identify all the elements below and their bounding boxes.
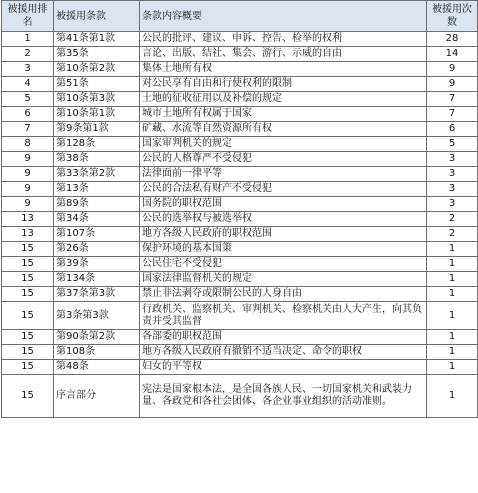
cell-article: 第89条 [54, 197, 140, 212]
cell-count: 5 [427, 137, 478, 152]
cell-article: 第48条 [54, 360, 140, 375]
table-row [2, 47, 478, 62]
cell-summary: 国家审判机关的规定 [140, 137, 427, 152]
cell-article: 第37条第3款 [54, 287, 140, 302]
header-rank: 被援用排名 [2, 1, 54, 32]
table-row [2, 330, 478, 345]
cell-article: 第10条第2款 [54, 62, 140, 77]
cell-summary: 对公民享有自由和行使权利的限制 [140, 77, 427, 92]
cell-count: 7 [427, 92, 478, 107]
cell-count: 1 [427, 345, 478, 360]
cell-rank: 9 [2, 182, 54, 197]
table-row [2, 360, 478, 375]
table-row [2, 212, 478, 227]
cell-rank: 8 [2, 137, 54, 152]
cell-count: 9 [427, 77, 478, 92]
cell-rank: 15 [2, 360, 54, 375]
cell-rank: 15 [2, 257, 54, 272]
table-row [2, 62, 478, 77]
table-row [2, 182, 478, 197]
header-article: 被援用条款 [54, 1, 140, 32]
cell-rank: 15 [2, 330, 54, 345]
table-row [2, 257, 478, 272]
cell-summary: 集体土地所有权 [140, 62, 427, 77]
cell-count: 9 [427, 62, 478, 77]
cell-summary: 禁止非法剥夺或限制公民的人身自由 [140, 287, 427, 302]
table-row [2, 122, 478, 137]
header-summary: 条款内容概要 [140, 1, 427, 32]
table-row [2, 375, 478, 418]
cell-article: 第35条 [54, 47, 140, 62]
cell-summary: 地方各级人民政府的职权范围 [140, 227, 427, 242]
cell-article: 第3条第3款 [54, 302, 140, 330]
table-row [2, 32, 478, 47]
cell-summary: 各部委的职权范围 [140, 330, 427, 345]
cell-rank: 15 [2, 345, 54, 360]
table-row [2, 227, 478, 242]
cell-count: 6 [427, 122, 478, 137]
cell-summary: 公民的合法私有财产不受侵犯 [140, 182, 427, 197]
cell-summary: 城市土地所有权属于国家 [140, 107, 427, 122]
cell-article: 第13条 [54, 182, 140, 197]
table-row [2, 197, 478, 212]
cell-article: 第10条第3款 [54, 92, 140, 107]
cell-article: 第41条第1款 [54, 32, 140, 47]
cell-summary: 国家法律监督机关的规定 [140, 272, 427, 287]
cell-count: 3 [427, 182, 478, 197]
cell-article: 第51条 [54, 77, 140, 92]
table-row [2, 137, 478, 152]
cell-article: 第34条 [54, 212, 140, 227]
cell-count: 1 [427, 242, 478, 257]
cell-rank: 9 [2, 152, 54, 167]
cell-count: 2 [427, 212, 478, 227]
cell-rank: 15 [2, 287, 54, 302]
cell-rank: 9 [2, 167, 54, 182]
cell-rank: 5 [2, 92, 54, 107]
table-row [2, 345, 478, 360]
cell-rank: 3 [2, 62, 54, 77]
cell-article: 第128条 [54, 137, 140, 152]
cell-article: 第10条第1款 [54, 107, 140, 122]
cell-summary: 法律面前一律平等 [140, 167, 427, 182]
cell-summary: 行政机关、监察机关、审判机关、检察机关由人大产生，向其负责并受其监督 [140, 302, 427, 330]
cited-articles-table [1, 0, 478, 418]
cell-article: 第39条 [54, 257, 140, 272]
cell-summary: 地方各级人民政府有撤销不适当决定、命令的职权 [140, 345, 427, 360]
cell-article: 第90条第2款 [54, 330, 140, 345]
table-row [2, 167, 478, 182]
cell-count: 1 [427, 360, 478, 375]
cell-article: 第108条 [54, 345, 140, 360]
table-row [2, 77, 478, 92]
table-row [2, 302, 478, 330]
cell-summary: 公民住宅不受侵犯 [140, 257, 427, 272]
cell-article: 第134条 [54, 272, 140, 287]
cell-count: 1 [427, 330, 478, 345]
cell-summary: 妇女的平等权 [140, 360, 427, 375]
cell-article: 序言部分 [54, 375, 140, 418]
cell-summary: 国务院的职权范围 [140, 197, 427, 212]
cell-rank: 9 [2, 197, 54, 212]
cell-article: 第38条 [54, 152, 140, 167]
cell-summary: 保护环境的基本国策 [140, 242, 427, 257]
table-row [2, 287, 478, 302]
cell-count: 14 [427, 47, 478, 62]
cell-rank: 1 [2, 32, 54, 47]
cell-count: 28 [427, 32, 478, 47]
cell-summary: 公民的选举权与被选举权 [140, 212, 427, 227]
cell-article: 第26条 [54, 242, 140, 257]
cell-rank: 15 [2, 272, 54, 287]
cell-summary: 言论、出版、结社、集会、游行、示威的自由 [140, 47, 427, 62]
table-row [2, 107, 478, 122]
cell-article: 第33条第2款 [54, 167, 140, 182]
cell-article: 第9条第1款 [54, 122, 140, 137]
cell-count: 3 [427, 197, 478, 212]
cell-count: 1 [427, 272, 478, 287]
cell-rank: 7 [2, 122, 54, 137]
cell-count: 7 [427, 107, 478, 122]
cell-rank: 15 [2, 242, 54, 257]
cell-count: 3 [427, 152, 478, 167]
table-row [2, 92, 478, 107]
cell-count: 1 [427, 257, 478, 272]
cell-rank: 15 [2, 302, 54, 330]
cell-rank: 6 [2, 107, 54, 122]
cell-count: 1 [427, 375, 478, 418]
cell-article: 第107条 [54, 227, 140, 242]
table-row [2, 272, 478, 287]
cell-rank: 4 [2, 77, 54, 92]
cell-summary: 公民的批评、建议、申诉、控告、检举的权利 [140, 32, 427, 47]
cell-summary: 公民的人格尊严不受侵犯 [140, 152, 427, 167]
cell-rank: 13 [2, 227, 54, 242]
table-row [2, 242, 478, 257]
cell-count: 1 [427, 302, 478, 330]
cell-rank: 2 [2, 47, 54, 62]
table-row [2, 152, 478, 167]
cell-summary: 土地的征收征用以及补偿的规定 [140, 92, 427, 107]
cell-summary: 矿藏、水流等自然资源所有权 [140, 122, 427, 137]
cell-count: 1 [427, 287, 478, 302]
header-count: 被援用次数 [427, 1, 478, 32]
cell-summary: 宪法是国家根本法，是全国各族人民、一切国家机关和武装力量、各政党和各社会团体、各企业事业组织的活动准则。 [140, 375, 427, 418]
header-row [2, 1, 478, 32]
cell-rank: 15 [2, 375, 54, 418]
cell-count: 2 [427, 227, 478, 242]
cell-count: 3 [427, 167, 478, 182]
cell-rank: 13 [2, 212, 54, 227]
